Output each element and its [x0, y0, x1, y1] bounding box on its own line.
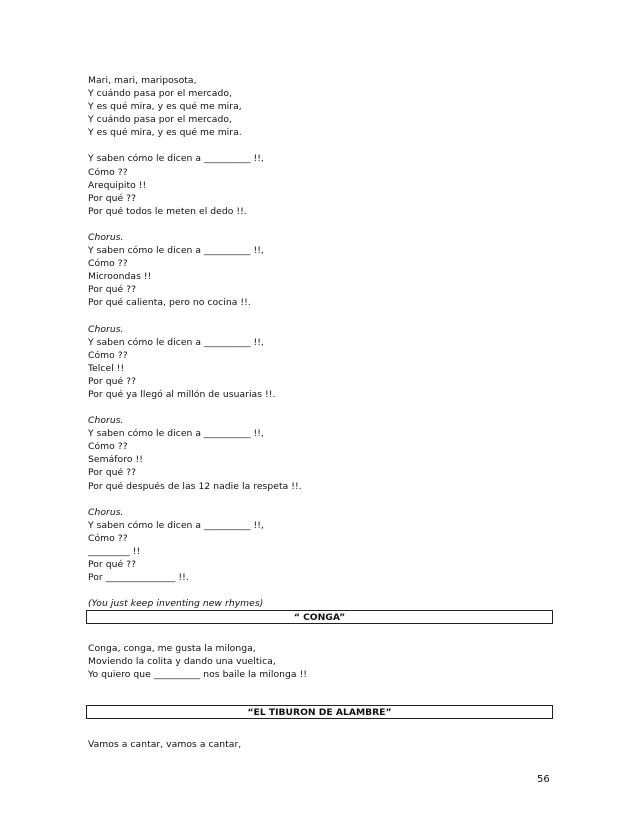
lyric-line: Por qué después de las 12 nadie la respeta !!. — [88, 480, 302, 492]
page-number: 56 — [537, 774, 550, 785]
lyric-line: Por qué calienta, pero no cocina !!. — [88, 297, 251, 309]
conga-lyrics — [88, 642, 554, 681]
lyric-line: Y saben cómo le dicen a __________ !!, — [88, 519, 264, 531]
lyric-line: Cómo ?? — [88, 349, 128, 361]
verse-3 — [88, 231, 554, 310]
instruction-note: (You just keep inventing new rhymes) — [88, 598, 264, 610]
lyric-line: _________ !! — [88, 545, 141, 557]
lyric-line: Y cuándo pasa por el mercado, — [88, 88, 232, 100]
verse-6 — [88, 506, 554, 585]
lyric-line: Telcel !! — [88, 362, 125, 374]
chorus-label: Chorus. — [88, 415, 124, 427]
lyric-line: Y saben cómo le dicen a __________ !!, — [88, 245, 264, 257]
lyric-line: Por qué todos le meten el dedo !!. — [88, 205, 247, 217]
lyric-line: Conga, conga, me gusta la milonga, — [88, 643, 256, 655]
lyric-line: Y cuándo pasa por el mercado, — [88, 114, 232, 126]
lyric-line: Por qué ya llegó al millón de usuarias !!. — [88, 388, 276, 400]
lyric-line: Cómo ?? — [88, 258, 128, 270]
lyric-line: Y es qué mira, y es qué me mira. — [88, 127, 242, 139]
chorus-label: Chorus. — [88, 231, 124, 243]
lyric-line: Cómo ?? — [88, 532, 128, 544]
lyric-line: Por qué ?? — [88, 192, 137, 204]
lyric-line: Cómo ?? — [88, 166, 128, 178]
lyric-line: Yo quiero que __________ nos baile la milonga !! — [88, 669, 308, 681]
lyric-line: Y saben cómo le dicen a __________ !!, — [88, 336, 264, 348]
lyric-line: Microondas !! — [88, 271, 152, 283]
lyric-line: Por qué ?? — [88, 559, 137, 570]
verse-2 — [88, 152, 554, 217]
lyric-line: Por qué ?? — [88, 467, 137, 479]
lyric-line: Vamos a cantar, vamos a cantar, — [88, 738, 242, 750]
conga-title-box: “ CONGA” — [86, 610, 553, 624]
lyric-line: Arequipito !! — [88, 179, 147, 191]
lyric-line: Semáforo !! — [88, 454, 143, 466]
chorus-label: Chorus. — [88, 323, 124, 335]
lyric-line: Cómo ?? — [88, 441, 128, 453]
song-content — [88, 74, 554, 751]
lyric-line: Por _______________ !!. — [88, 572, 189, 584]
tiburon-title-box: “EL TIBURON DE ALAMBRE” — [86, 705, 553, 719]
lyric-line: Moviendo la colita y dando una vueltica, — [88, 656, 276, 668]
verse-1 — [88, 74, 554, 139]
verse-5 — [88, 414, 554, 493]
lyric-line: Y es qué mira, y es qué me mira, — [88, 101, 242, 113]
lyric-line: Por qué ?? — [88, 375, 137, 387]
verse-4 — [88, 323, 554, 402]
chorus-label: Chorus. — [88, 506, 124, 518]
lyric-line: Mari, mari, mariposota, — [88, 75, 197, 86]
lyric-line: Y saben cómo le dicen a __________ !!, — [88, 428, 264, 440]
lyric-line: Y saben cómo le dicen a __________ !!, — [88, 153, 264, 165]
lyric-line: Por qué ?? — [88, 284, 137, 296]
tiburon-lyrics — [88, 738, 554, 751]
